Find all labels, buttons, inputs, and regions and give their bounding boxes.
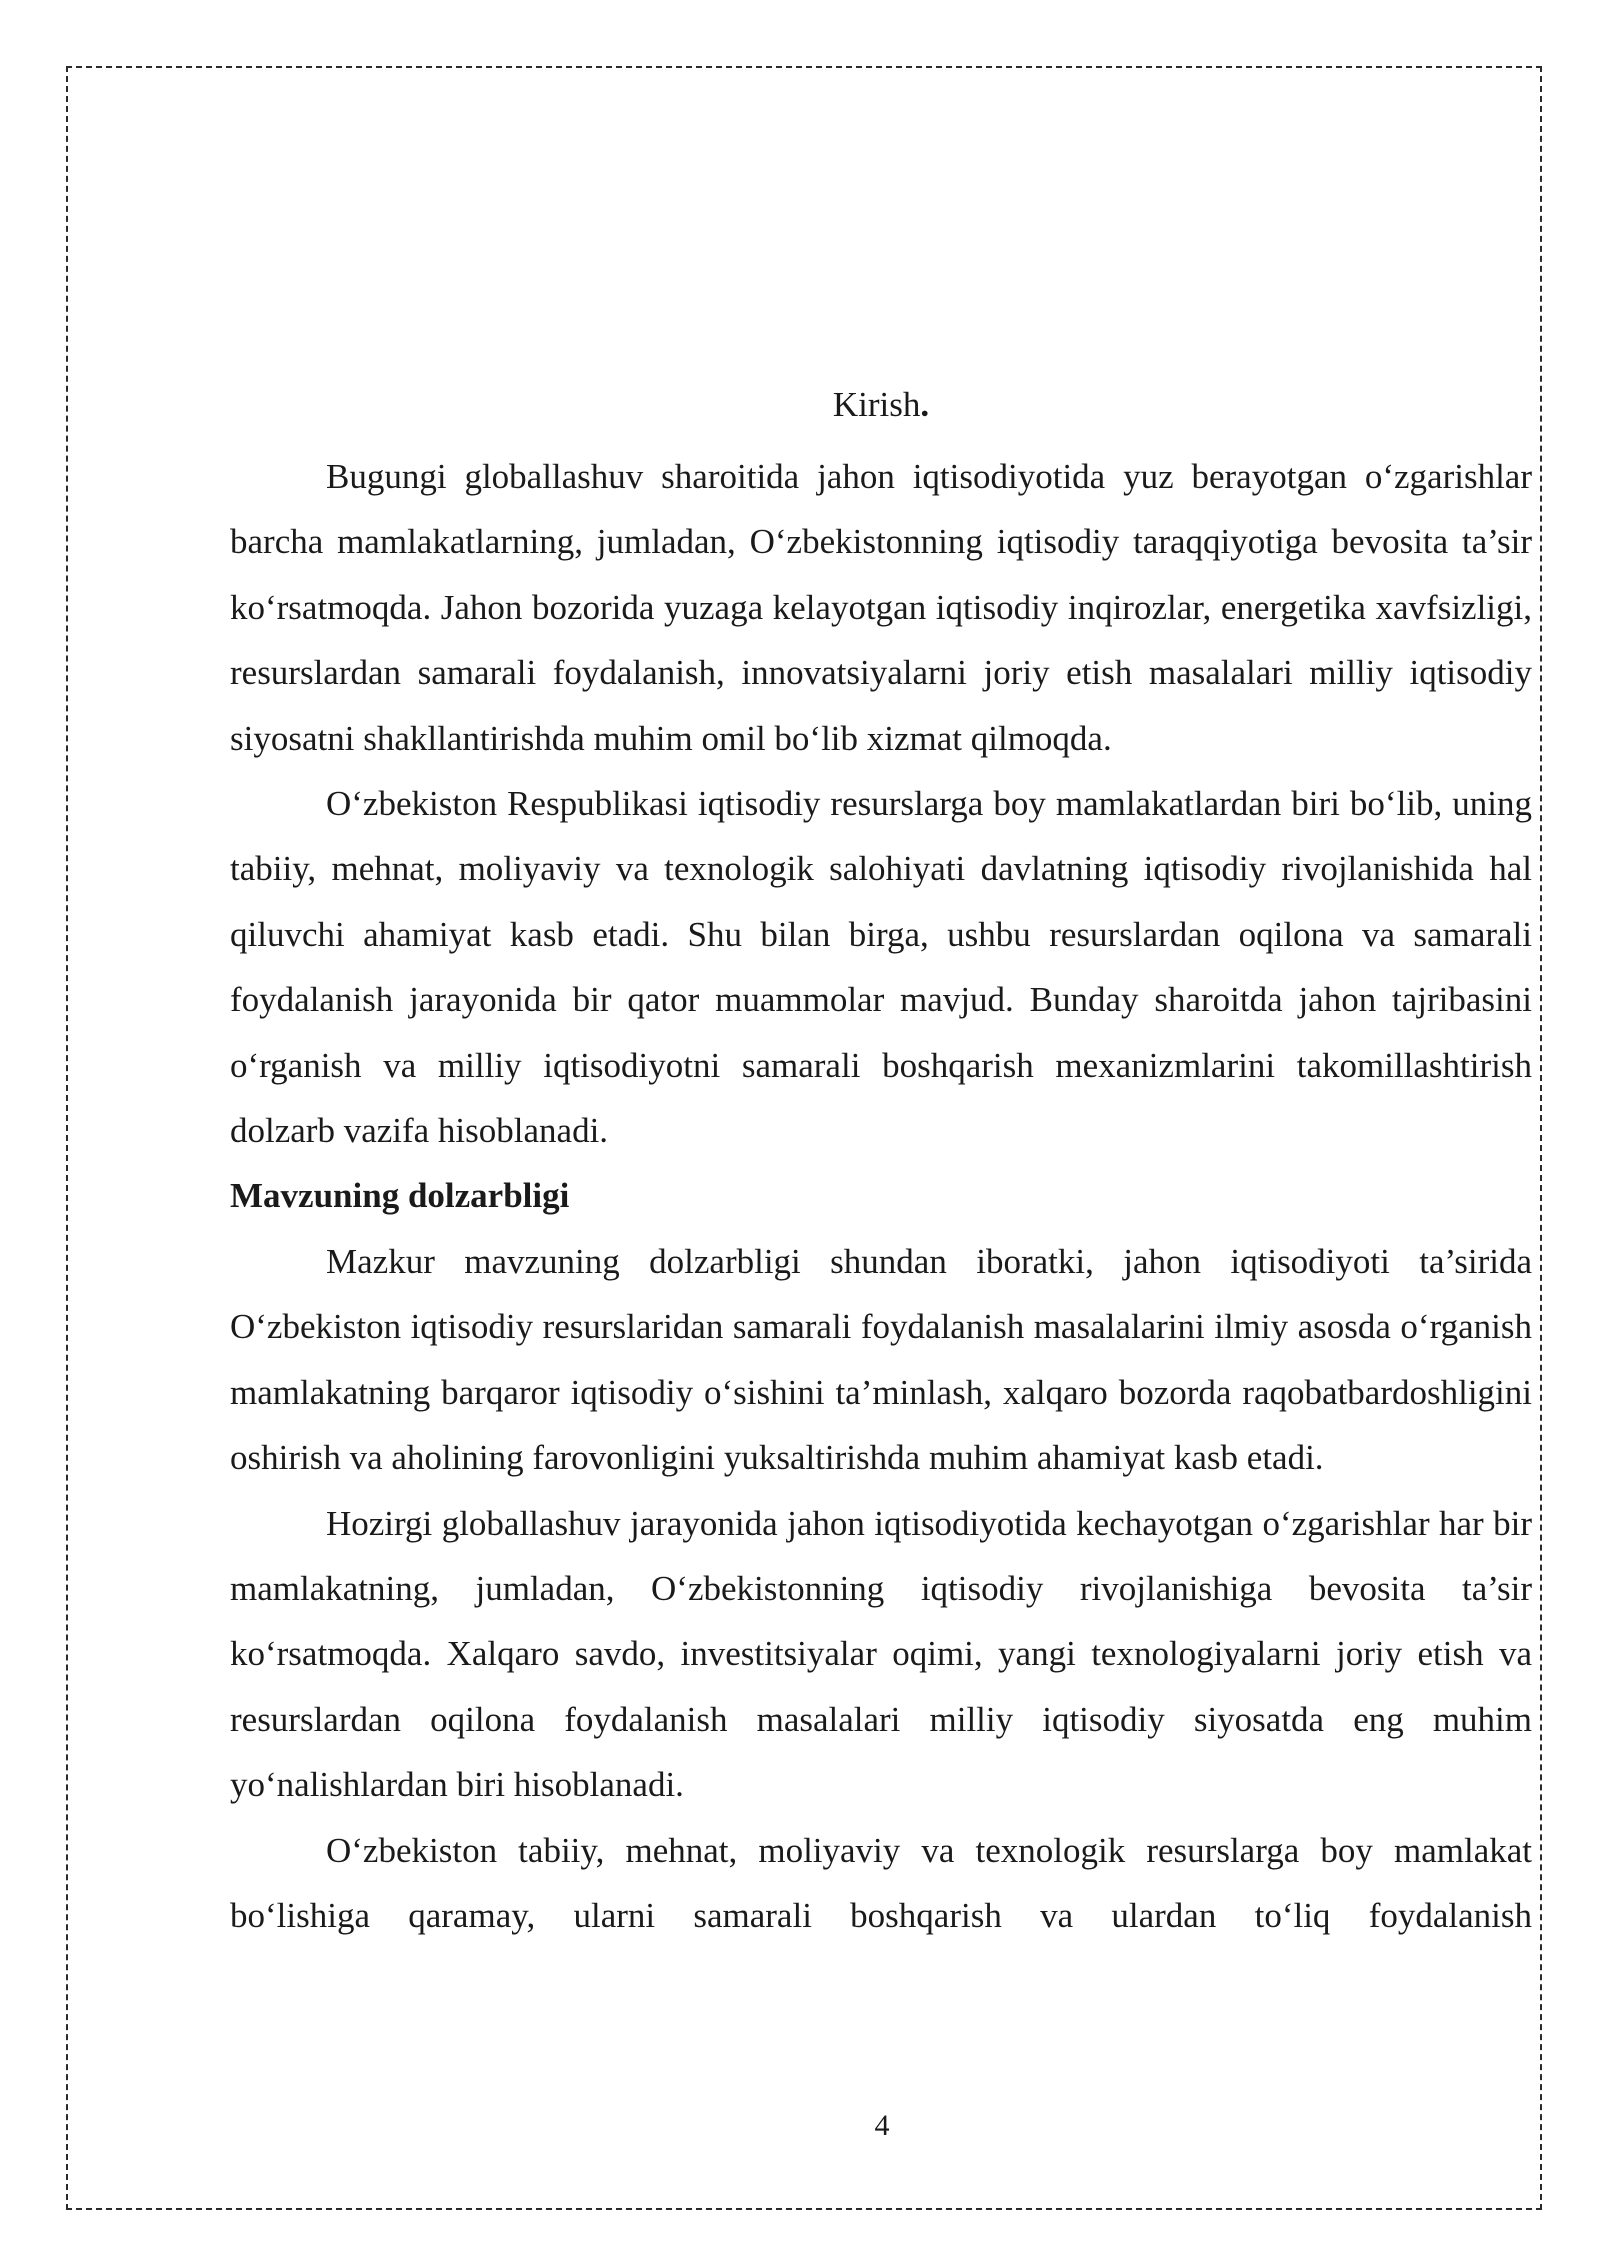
- page-number: 4: [874, 2109, 890, 2142]
- paragraph-section-3: O‘zbekiston tabiiy, mehnat, moliyaviy va texnologik resurslarga boy mamlakat bo‘lishiga qaramay, ularni samarali boshqarish va ulardan to‘liq foydalanish: [230, 1830, 1532, 1935]
- section-heading: Mavzuning dolzarbligi: [230, 1176, 570, 1216]
- paragraph-section-2: Hozirgi globallashuv jarayonida jahon iqtisodiyotida kechayotgan o‘zgarishlar har bir mamlakatning, jumladan, O‘zbekistonning iqtisodiy rivojlanishiga bevosita ta’sir ko‘rsatmoqda. Xalqaro savdo, investitsiyalar oqimi, yangi texnologiyalarni joriy etish va resurslardan oqilona foydalanish masalalari milliy iqtisodiy siyosatda eng muhim yo‘nalishlardan biri hisoblanadi.: [230, 1503, 1532, 1805]
- document-title: [230, 378, 1532, 432]
- paragraph-intro-1: Bugungi globallashuv sharoitida jahon iqtisodiyotida yuz berayotgan o‘zgarishlar barcha mamlakatlarning, jumladan, O‘zbekistonning iqtisodiy taraqqiyotiga bevosita ta’sir ko‘rsatmoqda. Jahon bozorida yuzaga kelayotgan iqtisodiy inqirozlar, energetika xavfsizligi, resurslardan samarali foydalanish, innovatsiyalarni joriy etish masalalari milliy iqtisodiy siyosatni shakllantirishda muhim omil bo‘lib xizmat qilmoqda.: [230, 457, 1532, 758]
- paragraph-section-1: Mazkur mavzuning dolzarbligi shundan iboratki, jahon iqtisodiyoti ta’sirida O‘zbekiston iqtisodiy resurslaridan samarali foydalanish masalalarini ilmiy asosda o‘rganish mamlakatning barqaror iqtisodiy o‘sishini ta’minlash, xalqaro bozorda raqobatbardoshligini oshirish va aholining farovonligini yuksaltirishda muhim ahamiyat kasb etadi.: [230, 1241, 1532, 1478]
- title-dot: .: [920, 385, 930, 424]
- document-body: [230, 378, 1532, 1948]
- paragraph-intro-2: O‘zbekiston Respublikasi iqtisodiy resurslarga boy mamlakatlardan biri bo‘lib, uning tabiiy, mehnat, moliyaviy va texnologik salohiyati davlatning iqtisodiy rivojlanishida hal qiluvchi ahamiyat kasb etadi. Shu bilan birga, ushbu resurslardan oqilona va samarali foydalanish jarayonida bir qator muammolar mavjud. Bunday sharoitda jahon tajribasini o‘rganish va milliy iqtisodiyotni samarali boshqarish mexanizmlarini takomillashtirish dolzarb vazifa hisoblanadi.: [230, 784, 1532, 1151]
- title-text: Kirish: [832, 385, 921, 424]
